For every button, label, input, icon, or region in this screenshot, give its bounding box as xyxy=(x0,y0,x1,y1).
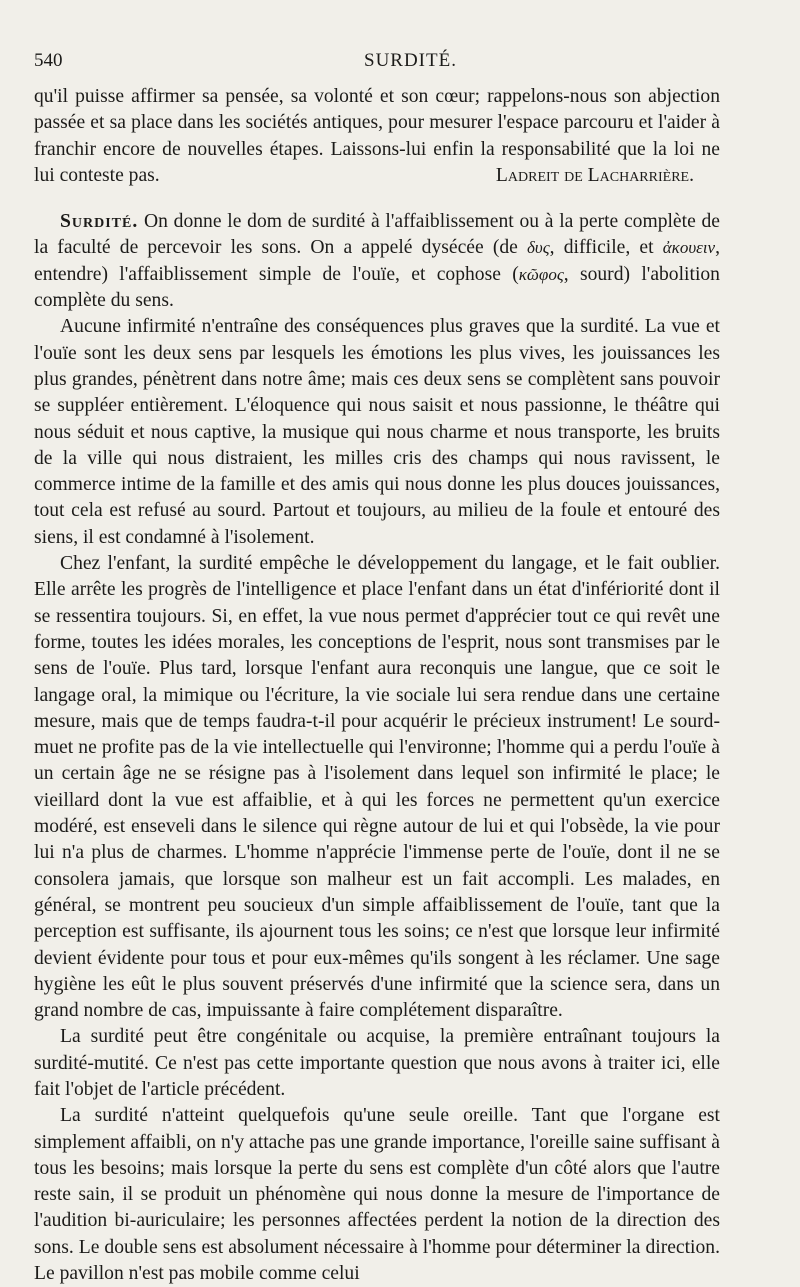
p1-part-d: , sourd) l'abolition complète du sens. xyxy=(34,263,720,312)
greek-word-dys: δυς xyxy=(527,238,550,258)
p1-part-a: On donne le dom de surdité à l'affaiblissement ou à la perte complète de la faculté de percevoir les sons. On a appelé dysécée (de xyxy=(34,211,720,259)
article-paragraph-5: La surdité n'atteint quelquefois qu'une seule oreille. Tant que l'organe est simplement affaibli, on n'y attache pas une grande importance, l'oreille saine suffisant à tous les besoins; mais lorsque la perte du sens est complète d'un côté alors que l'autre reste sain, il se produit un phénomène qui nous donne la mesure de l'importance de l'audition bi-auriculaire; les personnes affectées perdent la notion de la direction des sons. Le double sens est absolument nécessaire à l'homme pour déterminer la direction. Le pavillon n'est pas mobile comme celui xyxy=(34,1105,720,1285)
intro-text: qu'il puisse affirmer sa pensée, sa volonté et son cœur; rappelons-nous son abjection passée et sa place dans les sociétés antiques, pour mesurer l'espace parcouru et l'aider à franchir encore de nouvelles étapes. Laissons-lui enfin la responsabilité que la loi ne lui conteste pas. xyxy=(34,86,720,186)
author-signature: Ladreit de Lacharrière. xyxy=(495,164,694,186)
article-paragraph-2: Aucune infirmité n'entraîne des conséquences plus graves que la surdité. La vue et l'ouïe sont les deux sens par lesquels les émotions les plus vives, les jouissances les plus grandes, pénètrent dans notre âme; mais ces deux sens se complètent sans pouvoir se suppléer entièrement. L'éloquence qui nous saisit et nous passionne, le théâtre qui nous séduit et nous captive, la musique qui nous charme et nous transporte, les bruits de la ville qui nous distraient, les milles cris des champs qui nous ravissent, le commerce intime de la famille et des amis qui nous donne les plus douces jouissances, tout cela est refusé au sourd. Partout et toujours, au milieu de la foule et entouré des siens, il est condamné à l'isolement. xyxy=(34,316,720,548)
greek-word-akouein: ἀκουειν xyxy=(662,238,716,258)
running-header xyxy=(34,50,740,78)
p1-part-c: , entendre) l'affaiblissement simple de l'ouïe, et cophose ( xyxy=(34,237,720,285)
article-paragraph-4: La surdité peut être congénitale ou acquise, la première entraînant toujours la surdité-mutité. Ce n'est pas cette importante question que nous avons à traiter ici, elle fait l'objet de l'article précédent. xyxy=(34,1026,720,1100)
intro-paragraph xyxy=(34,84,720,189)
greek-word-kophos: κῶφος xyxy=(518,264,564,284)
article-paragraph-3: Chez l'enfant, la surdité empêche le développement du langage, et le fait oublier. Elle arrête les progrès de l'intelligence et place l'enfant dans un état d'infériorité dont il se ressentira toujours. Si, en effet, la vue nous permet d'apprécier tout ce qui revêt une forme, toutes les idées morales, les conceptions de l'esprit, nous sont transmises par le sens de l'ouïe. Plus tard, lorsque l'enfant aura reconquis une langue, que ce soit le langage oral, la mimique ou l'écriture, la vie sociale lui sera rendue dans une certaine mesure, mais que de temps faudra-t-il pour acquérir le précieux instrument! Le sourd-muet ne profite pas de la vie intellectuelle qui l'environne; l'homme qui a perdu l'ouïe à un certain âge ne se résigne pas à l'isolement dans lequel son infirmité le place; le vieillard dont la vue est affaiblie, et à qui les forces ne permettent qu'un exercice modéré, est enseveli dans le silence qui règne autour de lui et qui l'obsède, la vie pour lui n'a plus de charmes. L'homme n'apprécie l'immense perte de l'ouïe, dont il ne se consolera jamais, que lorsque son malheur est un fait accompli. Les malades, en général, se montrent peu soucieux d'un simple affaiblissement de l'ouïe, tant que la perception est suffisante, ils ajournent tous les soins; ce n'est que lorsque leur infirmité devient évidente pour tous et pour eux-mêmes qu'ils songent à les réclamer. Une sage hygiène les eût le plus souvent préservés d'une infirmité que la science sera, dans un grand nombre de cas, impuissante à faire complétement disparaître. xyxy=(34,553,720,1022)
article-paragraph-1 xyxy=(34,209,720,314)
p1-part-b: , difficile, et xyxy=(549,237,663,259)
page-number: 540 xyxy=(34,50,63,71)
running-title: SURDITÉ. xyxy=(364,50,457,71)
page-body xyxy=(34,84,720,1287)
article-head-word: Surdité. xyxy=(60,211,139,233)
